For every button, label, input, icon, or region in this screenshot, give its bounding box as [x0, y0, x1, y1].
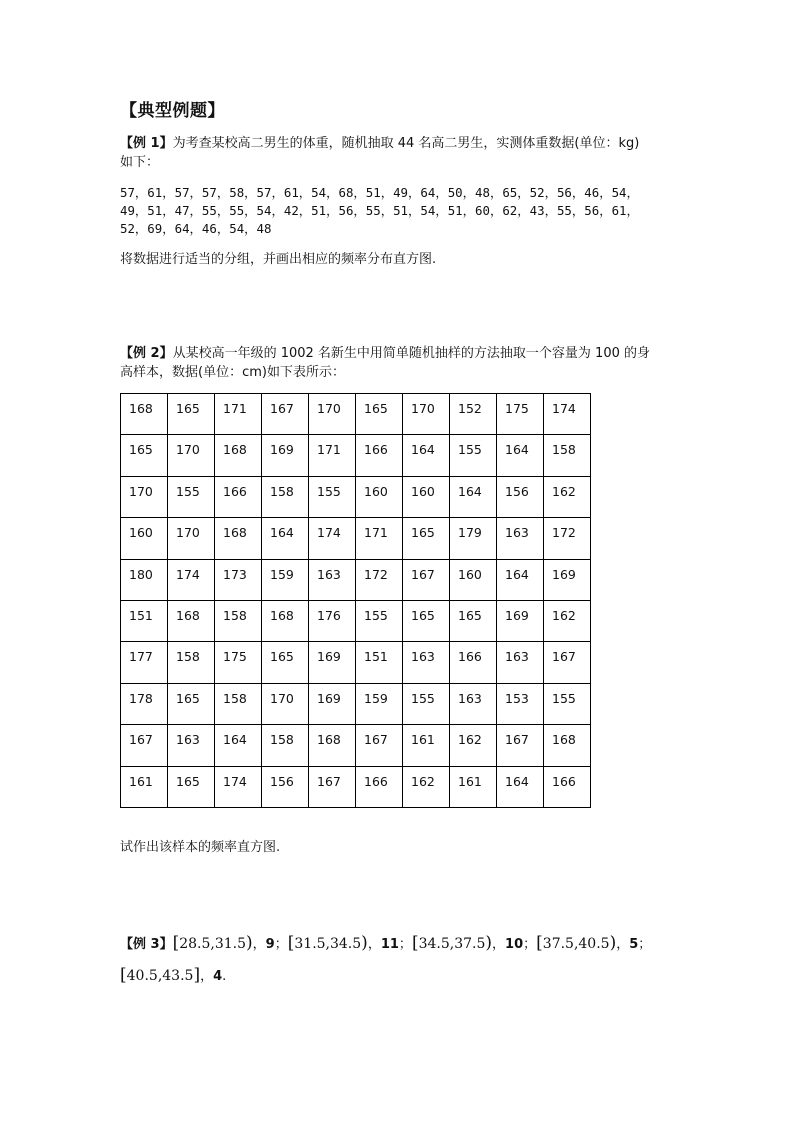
- table-cell: 159: [262, 559, 309, 600]
- table-cell: 165: [168, 766, 215, 807]
- table-cell: 161: [450, 766, 497, 807]
- table-cell: 170: [403, 394, 450, 435]
- interval-count: 4: [213, 969, 223, 984]
- left-bracket: [: [172, 933, 180, 953]
- interval-count: 5: [629, 937, 639, 952]
- table-cell: 170: [121, 476, 168, 517]
- left-bracket: [: [536, 933, 543, 953]
- comma: ，: [367, 937, 381, 952]
- table-cell: 160: [121, 518, 168, 559]
- table-cell: 156: [497, 476, 544, 517]
- table-cell: 159: [356, 683, 403, 724]
- separator: ；: [638, 937, 652, 952]
- interval-value: 37.5,40.5: [542, 936, 610, 952]
- table-cell: 155: [544, 683, 591, 724]
- interval-value: 40.5,43.5: [126, 968, 194, 984]
- table-cell: 163: [450, 683, 497, 724]
- table-cell: 165: [450, 600, 497, 641]
- table-cell: 153: [497, 683, 544, 724]
- table-cell: 165: [403, 600, 450, 641]
- section-title: 【典型例题】: [120, 101, 225, 121]
- left-bracket: [: [411, 933, 419, 953]
- example1-line1: 为考查某校高二男生的体重，随机抽取 44 名高二男生，实测体重数据(单位：kg): [172, 136, 640, 151]
- table-cell: 175: [497, 394, 544, 435]
- table-cell: 167: [262, 394, 309, 435]
- table-cell: 168: [121, 394, 168, 435]
- right-bracket: ): [361, 933, 368, 953]
- interval-value: 31.5,34.5: [294, 936, 362, 952]
- table-cell: 174: [544, 394, 591, 435]
- table-cell: 162: [450, 725, 497, 766]
- table-cell: 164: [450, 476, 497, 517]
- table-cell: 170: [309, 394, 356, 435]
- left-bracket: [: [287, 933, 295, 953]
- table-cell: 168: [309, 725, 356, 766]
- table-cell: 165: [168, 394, 215, 435]
- example3-label: 【例 3】: [120, 937, 173, 952]
- table-cell: 172: [544, 518, 591, 559]
- table-cell: 169: [497, 600, 544, 641]
- comma: ，: [616, 937, 630, 952]
- interval-group: [287, 933, 412, 953]
- table-cell: 169: [309, 683, 356, 724]
- table-cell: 160: [450, 559, 497, 600]
- table-cell: 165: [121, 435, 168, 476]
- table-row: [121, 683, 591, 724]
- right-bracket: ): [485, 933, 493, 953]
- separator: ；: [274, 937, 288, 952]
- example1-label: 【例 1】: [120, 136, 173, 151]
- table-cell: 152: [450, 394, 497, 435]
- table-cell: 172: [356, 559, 403, 600]
- table-cell: 170: [262, 683, 309, 724]
- weight-data-line: 52，69，64，46，54，48: [120, 221, 272, 236]
- table-cell: 168: [215, 435, 262, 476]
- example1-line2: 如下：: [120, 155, 160, 170]
- table-cell: 166: [450, 642, 497, 683]
- table-cell: 167: [497, 725, 544, 766]
- table-cell: 179: [450, 518, 497, 559]
- table-cell: 161: [121, 766, 168, 807]
- table-cell: 171: [215, 394, 262, 435]
- table-cell: 160: [403, 476, 450, 517]
- separator: ；: [398, 937, 412, 952]
- table-cell: 168: [168, 600, 215, 641]
- table-cell: 163: [168, 725, 215, 766]
- table-row: [121, 600, 591, 641]
- table-cell: 167: [309, 766, 356, 807]
- table-cell: 177: [121, 642, 168, 683]
- table-row: [121, 435, 591, 476]
- table-cell: 158: [215, 683, 262, 724]
- table-cell: 164: [403, 435, 450, 476]
- separator: ；: [523, 937, 537, 952]
- comma: ，: [252, 937, 266, 952]
- interval-count: 9: [265, 937, 275, 952]
- separator: .: [222, 969, 227, 984]
- table-cell: 155: [403, 683, 450, 724]
- table-cell: 156: [262, 766, 309, 807]
- table-cell: 163: [497, 642, 544, 683]
- table-cell: 168: [215, 518, 262, 559]
- interval-count: 10: [505, 937, 524, 952]
- table-cell: 174: [215, 766, 262, 807]
- table-cell: 171: [309, 435, 356, 476]
- interval-value: 34.5,37.5: [418, 936, 486, 952]
- table-row: [121, 642, 591, 683]
- table-cell: 163: [403, 642, 450, 683]
- interval-group: [536, 933, 652, 953]
- table-cell: 176: [309, 600, 356, 641]
- table-cell: 167: [544, 642, 591, 683]
- table-cell: 167: [356, 725, 403, 766]
- table-cell: 167: [403, 559, 450, 600]
- table-cell: 162: [544, 600, 591, 641]
- table-cell: 169: [309, 642, 356, 683]
- comma: ，: [200, 969, 214, 984]
- right-bracket: ]: [193, 965, 201, 985]
- table-cell: 158: [544, 435, 591, 476]
- interval-count: 11: [380, 937, 399, 952]
- table-cell: 171: [356, 518, 403, 559]
- example2-intro: [120, 344, 680, 382]
- table-row: [121, 725, 591, 766]
- example1-weight-data: [120, 184, 680, 238]
- table-cell: 169: [544, 559, 591, 600]
- example2-line2: 高样本，数据(单位：cm)如下表所示：: [120, 365, 345, 380]
- table-cell: 155: [450, 435, 497, 476]
- table-cell: 155: [168, 476, 215, 517]
- weight-data-line: 49，51，47，55，55，54，42，51，56，55，51，54，51，60，62，43，55，56，61，: [120, 203, 639, 218]
- table-cell: 164: [215, 725, 262, 766]
- table-row: [121, 394, 591, 435]
- example2-task: 试作出该样本的频率直方图.: [120, 840, 281, 855]
- table-cell: 168: [544, 725, 591, 766]
- table-cell: 170: [168, 518, 215, 559]
- table-cell: 173: [215, 559, 262, 600]
- example1-task: 将数据进行适当的分组，并画出相应的频率分布直方图.: [120, 252, 437, 267]
- table-cell: 170: [168, 435, 215, 476]
- table-cell: 163: [497, 518, 544, 559]
- table-cell: 164: [497, 766, 544, 807]
- table-cell: 161: [403, 725, 450, 766]
- example2-line1: 从某校高一年级的 1002 名新生中用简单随机抽样的方法抽取一个容量为 100 的身: [172, 346, 651, 361]
- table-cell: 175: [215, 642, 262, 683]
- table-cell: 166: [544, 766, 591, 807]
- table-cell: 164: [497, 559, 544, 600]
- table-cell: 162: [403, 766, 450, 807]
- table-cell: 167: [121, 725, 168, 766]
- table-cell: 162: [544, 476, 591, 517]
- table-cell: 165: [262, 642, 309, 683]
- table-cell: 163: [309, 559, 356, 600]
- table-cell: 164: [262, 518, 309, 559]
- table-cell: 165: [403, 518, 450, 559]
- weight-data-line: 57，61，57，57，58，57，61，54，68，51，49，64，50，48，65，52，56，46，54，: [120, 185, 639, 200]
- table-cell: 174: [309, 518, 356, 559]
- table-cell: 151: [121, 600, 168, 641]
- right-bracket: ): [246, 933, 253, 953]
- left-bracket: [: [120, 965, 127, 985]
- example1-intro: [120, 134, 680, 172]
- right-bracket: ): [609, 933, 617, 953]
- table-cell: 166: [215, 476, 262, 517]
- interval-group: [172, 933, 288, 953]
- table-row: [121, 476, 591, 517]
- example2-label: 【例 2】: [120, 346, 173, 361]
- table-cell: 155: [309, 476, 356, 517]
- height-data-table: [120, 393, 591, 808]
- table-cell: 158: [215, 600, 262, 641]
- table-row: [121, 766, 591, 807]
- table-cell: 166: [356, 766, 403, 807]
- example3-answer: [120, 928, 680, 992]
- interval-group: [411, 933, 537, 953]
- table-row: [121, 559, 591, 600]
- table-cell: 165: [356, 394, 403, 435]
- table-row: [121, 518, 591, 559]
- table-cell: 165: [168, 683, 215, 724]
- interval-group: [120, 965, 227, 985]
- table-cell: 155: [356, 600, 403, 641]
- table-cell: 158: [262, 725, 309, 766]
- table-cell: 174: [168, 559, 215, 600]
- table-cell: 169: [262, 435, 309, 476]
- table-cell: 178: [121, 683, 168, 724]
- table-cell: 160: [356, 476, 403, 517]
- table-cell: 168: [262, 600, 309, 641]
- table-cell: 158: [262, 476, 309, 517]
- table-cell: 164: [497, 435, 544, 476]
- comma: ，: [492, 937, 506, 952]
- table-cell: 166: [356, 435, 403, 476]
- table-cell: 158: [168, 642, 215, 683]
- table-cell: 180: [121, 559, 168, 600]
- table-cell: 151: [356, 642, 403, 683]
- interval-value: 28.5,31.5: [179, 936, 247, 952]
